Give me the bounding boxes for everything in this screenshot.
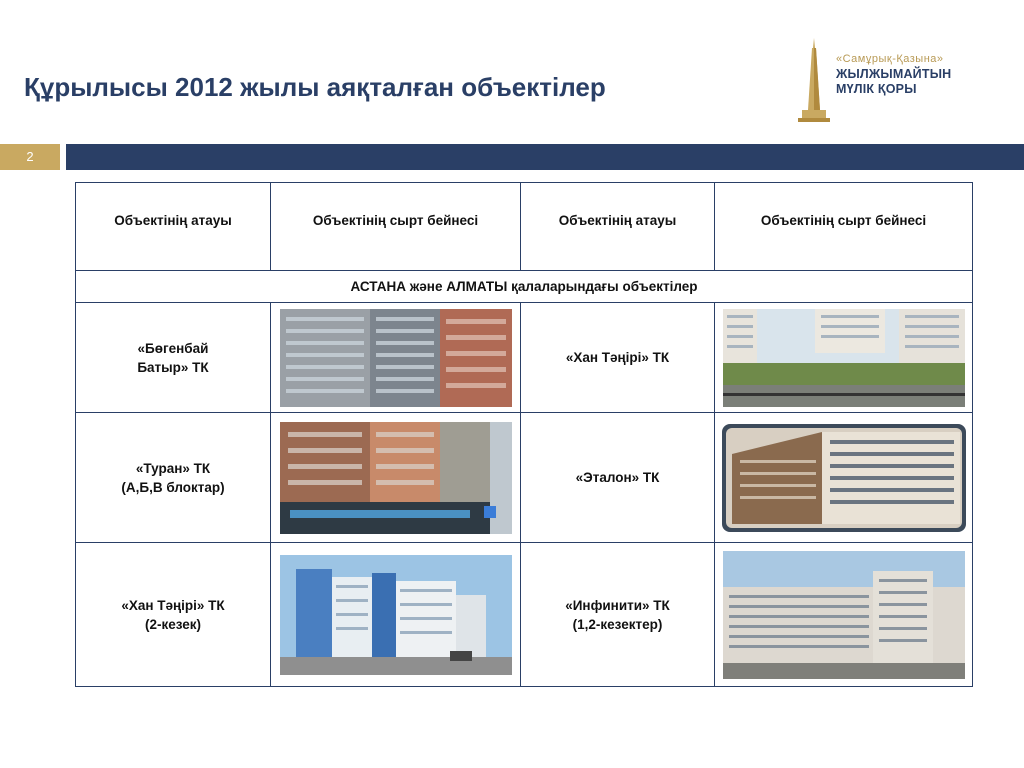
object-name: «Туран» ТК (А,Б,В блоктар) [76, 413, 271, 543]
building-photo [280, 422, 512, 534]
object-name: «Инфинити» ТК (1,2-кезектер) [521, 543, 715, 687]
page-number: 2 [26, 149, 34, 164]
object-name: «Бөгенбай Батыр» ТК [76, 303, 271, 413]
section-row [76, 271, 973, 303]
object-photo-cell [271, 303, 521, 413]
objects-table [75, 182, 973, 687]
table-header-row [76, 183, 973, 271]
object-photo-cell [715, 303, 973, 413]
object-name: «Хан Тәңірі» ТК [521, 303, 715, 413]
object-photo-cell [715, 413, 973, 543]
building-photo [722, 424, 966, 532]
building-photo [723, 309, 965, 407]
building-photo [280, 555, 512, 675]
page-title: Құрылысы 2012 жылы аяқталған объектілер [24, 72, 606, 102]
object-name: «Эталон» ТК [521, 413, 715, 543]
object-photo-cell [715, 543, 973, 687]
logo-line-2: ЖЫЛЖЫМАЙТЫН [836, 67, 952, 81]
tower-logo-icon [796, 38, 832, 124]
header-bar [66, 144, 1024, 170]
table-row [76, 413, 973, 543]
object-photo-cell [271, 413, 521, 543]
column-header: Объектінің сырт бейнесі [715, 183, 973, 271]
building-photo [723, 551, 965, 679]
building-photo [280, 309, 512, 407]
column-header: Объектінің атауы [521, 183, 715, 271]
table-row [76, 303, 973, 413]
object-photo-cell [271, 543, 521, 687]
logo-line-3: МҮЛІК ҚОРЫ [836, 82, 917, 96]
object-name: «Хан Тәңірі» ТК (2-кезек) [76, 543, 271, 687]
column-header: Объектінің сырт бейнесі [271, 183, 521, 271]
section-title: АСТАНА және АЛМАТЫ қалаларындағы объектілер [76, 271, 973, 303]
logo-line-1: «Самұрық-Қазына» [836, 53, 944, 65]
company-logo [796, 38, 966, 124]
column-header: Объектінің атауы [76, 183, 271, 271]
table-row [76, 543, 973, 687]
